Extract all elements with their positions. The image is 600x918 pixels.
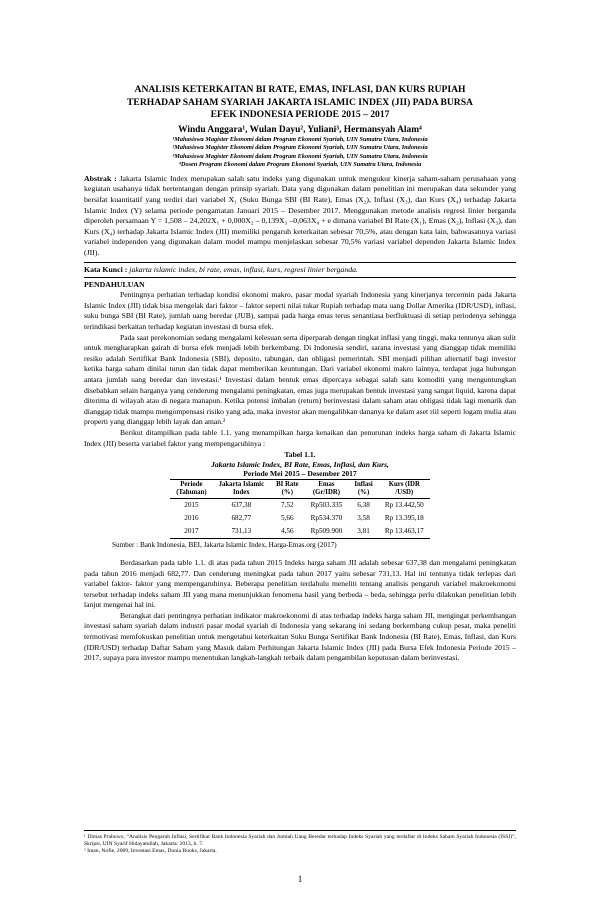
table-row	[170, 498, 430, 512]
table-cell: 731,13	[213, 525, 271, 539]
table-cell: 2015	[184, 500, 199, 509]
body-paragraph: Pentingnya perhatian terhadap kondisi ekonomi makro, pasar modal syariah Indonesia yang kinerjanya tercermin pada Jakarta Islamic Index (JII) tidak bisa mengelak dari faktor – faktor seperti nilai tukar Rupiah terhadap mata uang Dollar Amerika (IDR/USD), inflasi, suku bunga SBI (BI Rate), jumlah uang beredar (JUB), sampai pada harga emas terus senantiasa berfluktuasi di setiap periodenya sehingga terindikasi berkaitan terhadap kegiatan investasi di bursa efek.	[84, 290, 516, 331]
table-header-cell: BI Rate (%)	[270, 479, 304, 498]
body-paragraph: Pada saat perekonomian sedang mengalami kelesuan serta diperparah dengan tingkat inflasi yang tinggi, maka tentunya akan sulit untuk mengharapkan gairah di bursa efek menjadi lebih berkembang. Di Indonesia sendiri, sarana investasi yang dianggap tidak memiliki resiko adalah Sertifikat Bank Indonesia (SBI), deposito, tabungan, dan obligasi pemerintah. SBI menjadi pilihan alternatif bagi investor ketika harga saham dinilai turun dan tidak dapat memberikan keuntungan. Dari variabel ekonomi makro lainnya, terdapat juga hubungan antara jumlah uang beredar dan investasi.¹ Investasi dalam bentuk emas dipercaya sebagai salah satu komoditi yang menguntungkan disebabkan selain harganya yang cenderung mengalami peningkatan, emas juga merupakan bentuk investasi yang sangat liquid, karena dapat diterima di wilayah atau di negara manapun. Ketika potensi imbalan (return) berinvestasi dalam saham atau obligasi tidak lagi menarik dan dianggap tidak mampu mengompensasi risiko yang ada, maka investor akan mengalihkan dananya ke dalam aset riil seperti logam mulia atau properti yang dianggap lebih layak dan aman.²	[84, 332, 516, 427]
affiliation: ³Mahasiswa Magister Ekonomi dalam Program Ekonomi Syariah, UIN Sumatra Utara, Indonesia	[172, 152, 428, 160]
authors: Windu Anggara¹, Wulan Dayu², Yuliani³, Hermansyah Alam⁴	[178, 124, 422, 135]
table-header-row	[170, 479, 430, 498]
paper-page	[84, 84, 516, 664]
table-caption-line: Periode Mei 2015 – Desember 2017	[243, 469, 357, 479]
section-heading: PENDAHULUAN	[84, 280, 145, 290]
table-cell: 637,38	[231, 500, 252, 509]
affiliation: ¹Mahasiswa Magister Ekonomi dalam Program Ekonomi Syariah, UIN Sumatra Utara, Indonesia	[172, 135, 428, 143]
footnote: ² Iman, Nofie, 2009, Investasi Emas, Dunia Books, Jakarta.	[84, 848, 217, 855]
table-cell: Rp509.900	[305, 525, 349, 539]
keywords	[84, 265, 516, 279]
title-line: EFEK INDONESIA PERIODE 2015 – 2017	[210, 109, 390, 120]
table-cell: 2017	[170, 525, 212, 539]
table-row	[170, 512, 430, 525]
body-paragraph: Berangkat dari pentingnya perhatian indikator makroekonomi di atas terhadap indeks harga saham JII, mengingat perkembangan investasi saham syariah dalam industri pasar modal syariah di Indonesia yang sekarang ini sedang berkembang cukup pesat, maka peneliti termotivasi memfokuskan penelitian untuk mengetahui keterkaitan Suku Bunga Sertifikat Bank Indonesia (BI Rate), Emas, Inflasi, dan Kurs (IDR/USD) terhadap Daftar Saham yang Masuk dalam Perhitungan Jakarta Islamic Index (JII) pada Bursa Efek Indonesia Periode 2015 – 2017, supaya para investor mampu menentukan langkah-langkah terbaik dalam pengambilan keputusan dalam berinvestasi.	[84, 610, 516, 663]
table-header-cell: Emas (Gr/IDR)	[305, 479, 349, 498]
table-caption-line: Jakarta Islamic Index, BI Rate, Emas, Inflasi, dan Kurs,	[211, 459, 389, 469]
table-row	[170, 525, 430, 539]
keywords-label: Kata Kunci :	[84, 264, 128, 274]
table-caption-label: Tabel 1.1.	[284, 450, 316, 460]
table-header-cell: Jakarta Islamic Index	[213, 479, 271, 498]
body-paragraph: Berikut ditampilkan pada table 1.1. yang menampilkan harga kenaikan dan penurunan indeks harga saham di Jakarta Islamic Index (JII) beserta variabel faktor yang mempengaruhinya :	[84, 427, 516, 448]
table-cell: Rp534.370	[310, 513, 343, 522]
table-source: Sumber : Bank Indonesia, BEI, Jakarta Islamic Index, Harga-Emas.org (2017)	[112, 540, 337, 549]
table-header-cell: Inflasi (%)	[348, 479, 379, 498]
table-cell: Rp 13.395,18	[384, 513, 424, 522]
affiliations	[84, 136, 516, 170]
table-cell: 3,58	[357, 513, 370, 522]
table-cell: 3,81	[348, 525, 379, 539]
affiliation: ²Mahasiswa Magister Ekonomi dalam Program Ekonomi Syariah, UIN Sumatra Utara, Indonesia	[172, 144, 428, 152]
page-number: 1	[297, 874, 303, 884]
title-line: ANALISIS KETERKAITAN BI RATE, EMAS, INFLASI, DAN KURS RUPIAH	[134, 84, 466, 95]
table-cell: 7,52	[281, 500, 294, 509]
footnote: ¹ Dimas Prabowo, “Analisis Pengaruh Inflasi, Sertifikat Bank Indonesia Syariah dan Jumlah Uang Beredar terhadap Indeks Syariah yang terdaftar di Indeks Saham Syariah Indonesia (ISSI)”, Skripsi, UIN Syarif Hidayatullah, Jakarta: 2013, h. 7.	[84, 834, 516, 848]
table-caption	[84, 450, 516, 479]
table-cell: Rp 13.463,17	[379, 525, 430, 539]
table-cell: 4,56	[270, 525, 304, 539]
paper-title	[84, 84, 516, 122]
affiliation: ⁴Dosen Program Ekonomi dalam Program Ekonomi Syariah, UIN Sumatra Utara, Indonesia	[178, 161, 422, 169]
body-paragraph: Berdasarkan pada table 1.1. di atas pada tahun 2015 Indeks harga saham JII adalah sebesar 637,38 dan mengalami peningkatan pada tahun 2016 menjadi 682,77. Dan cenderung meningkat pada tahun 2017 yaitu sebesar 731,13. Hal ini tentunya tidak terlepas dari variabel faktor- faktor yang mempengaruhinya. Beberapa penelitian terdahulu meneliti tentang analisis pengaruh variabel makroekonomi tersebut terhadap indeks saham JII yang mana menunjukkan fenomena hasil yang berbeda – beda, sehingga perlu dilakukan penelitian lebih lanjut mengenai hal ini.	[84, 557, 516, 610]
table-header-cell: Kurs (IDR /USD)	[379, 479, 430, 498]
table-cell: Rp 13.442,50	[384, 500, 424, 509]
footnotes	[84, 830, 516, 856]
keywords-text: jakarta islamic index, bi rate, emas, inflasi, kurs, regresi linier berganda.	[129, 264, 358, 274]
abstract	[84, 174, 516, 263]
table-cell: 5,66	[281, 513, 294, 522]
abstract-label: Abstrak :	[84, 173, 117, 183]
data-table	[170, 479, 430, 539]
table-cell: 6,38	[357, 500, 370, 509]
table-header-cell: Periode (Tahunan)	[170, 479, 212, 498]
table-cell: 2016	[184, 513, 199, 522]
abstract-text: Jakarta Islamic Index merupakan salah satu indeks yang digunakan untuk mengukur kinerja saham-saham perusahaan yang kegiatan usahanya tidak bertentangan dengan prinsip syariah. Data yang digunakan dalam penelitian ini merupakan data sekunder yang bersifat kuantitatif yang terdiri dari variabel X₁ (Suku Bunga SBI (BI Rate), Emas (X₂), Inflasi (X₃), dan Kurs (X₄) terhadap Jakarta Islamic Index (Y) selama periode pengamatan Januari 2015 – Desember 2017. Menggunakan metode analisis regresi linier berganda diperoleh persamaan Y = 1,508 – 24,202X₁ + 0,000X₂ – 0,139X₃ –0,063X₄ + e dimana variabel BI Rate (X₁), Emas (X₂), Inflasi (X₃), dan Kurs (X₄) terhadap Jakarta Islamic Index (JII) memiliki pengaruh keterkaitan sebesar 70,5%, atau dengan kata lain, bahwasannya variasi variabel independen yang digunakan dalam model mampu menjelaskan sebesar 70,5% variasi variabel dependen Jakarta Islamic Index (JII).	[84, 173, 516, 258]
table-cell: 682,77	[231, 513, 252, 522]
table-cell: Rp503.335	[310, 500, 343, 509]
title-line: TERHADAP SAHAM SYARIAH JAKARTA ISLAMIC INDEX (JII) PADA BURSA	[127, 96, 473, 108]
